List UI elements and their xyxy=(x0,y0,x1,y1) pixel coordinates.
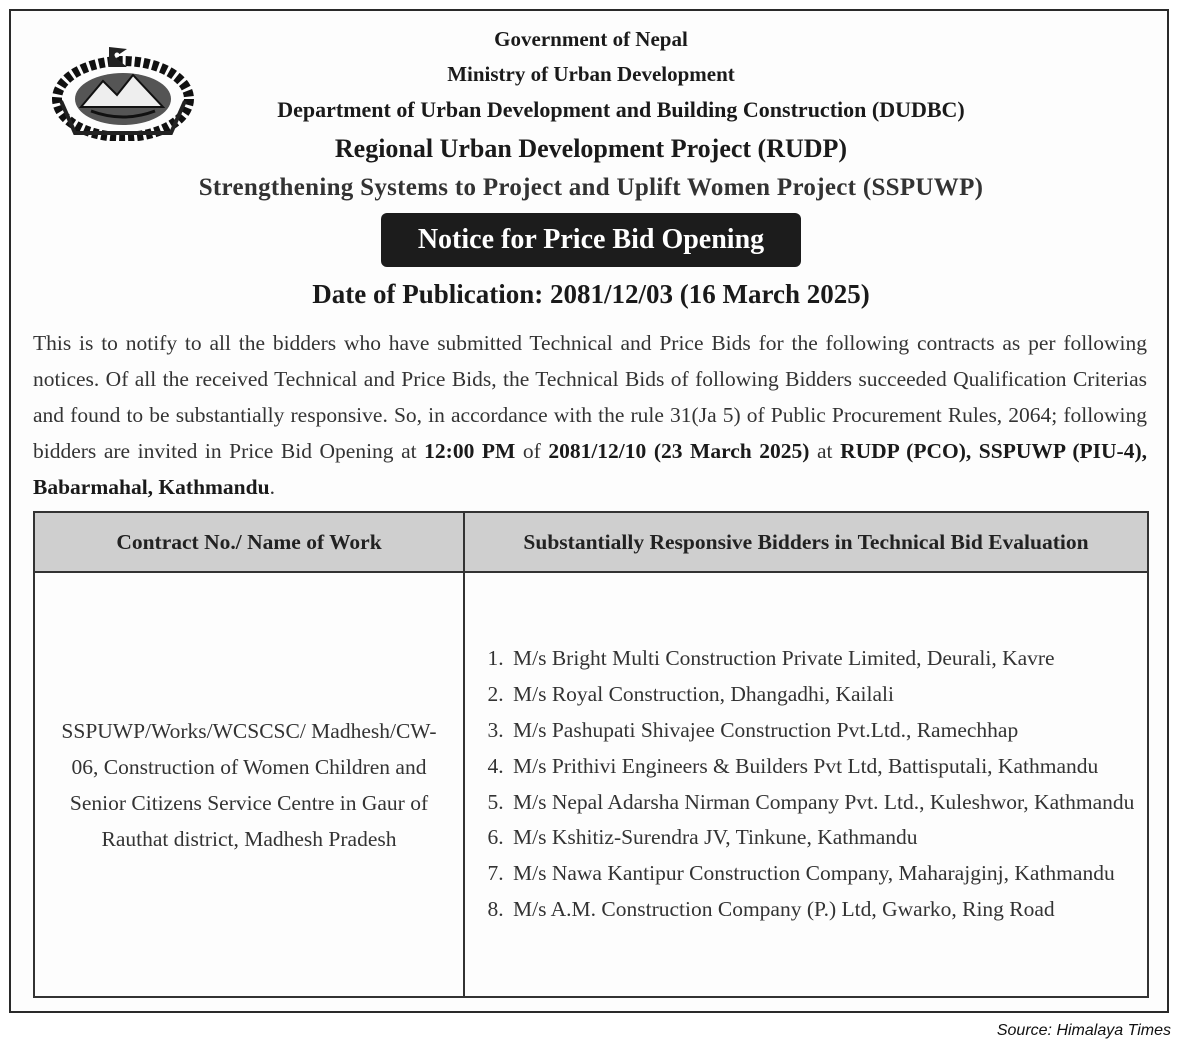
col-bidders-header: Substantially Responsive Bidders in Technical Bid Evaluation xyxy=(464,512,1148,572)
notice-frame xyxy=(9,9,1169,1013)
header-subproject: Strengthening Systems to Project and Uplift Women Project (SSPUWP) xyxy=(198,174,984,201)
list-item: 3. M/s Pashupati Shivajee Construction Pvt.Ltd., Ramechhap xyxy=(509,713,1137,749)
list-item: 1. M/s Bright Multi Construction Private Limited, Deurali, Kavre xyxy=(509,641,1137,677)
contract-cell: SSPUWP/Works/WCSCSC/ Madhesh/CW-06, Construction of Women Children and Senior Citizens Service Centre in Gaur of Rauthat district, Madhesh Pradesh xyxy=(34,572,464,997)
opening-date: 2081/12/10 (23 March 2025) xyxy=(548,439,810,463)
source-credit: Source: Himalaya Times xyxy=(996,1022,1171,1039)
header-department: Department of Urban Development and Building Construction (DUDBC) xyxy=(277,97,965,122)
col-contract-header: Contract No./ Name of Work xyxy=(34,512,464,572)
bidders-table xyxy=(33,511,1149,998)
body-of: of xyxy=(515,439,549,463)
publication-date: Date of Publication: 2081/12/03 (16 March 2025) xyxy=(312,279,870,309)
header-ministry: Ministry of Urban Development xyxy=(447,62,735,86)
table-row xyxy=(34,572,1148,997)
list-item: 7. M/s Nawa Kantipur Construction Company, Maharajginj, Kathmandu xyxy=(509,856,1137,892)
header-project: Regional Urban Development Project (RUDP) xyxy=(334,134,848,163)
body-end: . xyxy=(269,475,275,499)
list-item: 8. M/s A.M. Construction Company (P.) Ltd, Gwarko, Ring Road xyxy=(509,892,1137,928)
body-at: at xyxy=(809,439,841,463)
list-item: 4. M/s Prithivi Engineers & Builders Pvt Ltd, Battisputali, Kathmandu xyxy=(509,749,1137,785)
bidders-cell xyxy=(464,572,1148,997)
government-emblem-icon xyxy=(51,41,196,141)
notice-title: Notice for Price Bid Opening xyxy=(381,213,801,267)
bidder-list xyxy=(475,641,1137,927)
notice-body xyxy=(33,325,1147,505)
body-intro: This is to notify to all the bidders who have submitted Technical and Price Bids for the following contracts as per following notices. Of all the received Technical and Price Bids, the Technical Bids of following Bidders succeeded Qualification Criterias and found to be substantially responsive. So, in accordance with the rule 31(Ja 5) of Public Procurement Rules, 2064; following bidders are invited in Price Bid Opening at xyxy=(33,331,1147,463)
list-item: 5. M/s Nepal Adarsha Nirman Company Pvt. Ltd., Kuleshwor, Kathmandu xyxy=(509,785,1137,821)
list-item: 2. M/s Royal Construction, Dhangadhi, Kailali xyxy=(509,677,1137,713)
list-item: 6. M/s Kshitiz-Surendra JV, Tinkune, Kathmandu xyxy=(509,820,1137,856)
opening-venue: RUDP (PCO), SSPUWP (PIU-4), Babarmahal, Kathmandu xyxy=(33,439,1147,499)
header-government: Government of Nepal xyxy=(494,27,688,51)
opening-time: 12:00 PM xyxy=(424,439,516,463)
table-header-row xyxy=(34,512,1148,572)
